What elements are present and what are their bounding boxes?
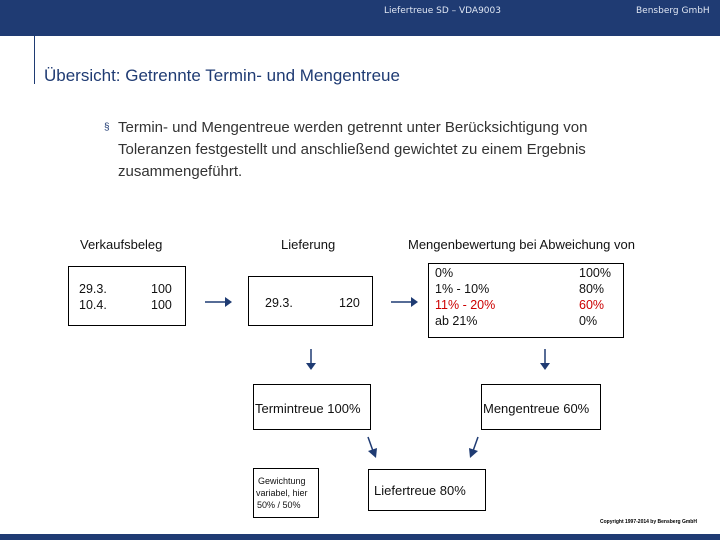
arrow-down-icon: [539, 349, 551, 371]
title-accent-line: [34, 20, 35, 84]
liefertreue-label: Liefertreue 80%: [374, 483, 466, 498]
mengenbewertung-box: [428, 263, 624, 338]
value-4: 0%: [579, 314, 598, 328]
heading-verkaufsbeleg: Verkaufsbeleg: [80, 237, 163, 252]
footer-bar: [0, 534, 720, 540]
verkaufsbeleg-qty-2: 100: [151, 298, 172, 312]
gewichtung-line-1: Gewichtung: [258, 476, 306, 486]
lieferung-date: 29.3.: [265, 296, 293, 310]
verkaufsbeleg-qty-1: 100: [151, 282, 172, 296]
arrow-down-left-icon: [466, 436, 482, 460]
value-1: 100%: [579, 266, 611, 280]
lieferung-qty: 120: [339, 296, 360, 310]
value-3: 60%: [579, 298, 605, 312]
mengentreue-box: [481, 384, 601, 430]
termintreue-label: Termintreue 100%: [255, 401, 361, 416]
mengentreue-label: Mengentreue 60%: [483, 401, 590, 416]
range-3: 11% - 20%: [435, 298, 496, 312]
gewichtung-box: [253, 468, 319, 518]
arrow-down-right-icon: [364, 436, 380, 460]
header-company: Bensberg GmbH: [636, 6, 710, 16]
gewichtung-line-2: variabel, hier: [256, 488, 308, 498]
page-title: Übersicht: Getrennte Termin- und Mengentreue: [44, 66, 400, 85]
header-document-title: Liefertreue SD – VDA9003: [384, 6, 501, 16]
value-2: 80%: [579, 282, 605, 296]
heading-lieferung: Lieferung: [281, 237, 336, 252]
arrow-down-icon: [305, 349, 317, 371]
verkaufsbeleg-date-2: 10.4.: [79, 298, 107, 312]
verkaufsbeleg-box: [68, 266, 186, 326]
liefertreue-box: [368, 469, 486, 511]
copyright: Copyright 1997-2014 by Bensberg GmbH: [600, 519, 697, 525]
gewichtung-line-3: 50% / 50%: [257, 500, 301, 510]
range-1: 0%: [435, 266, 454, 280]
arrow-right-icon: [391, 296, 419, 308]
bullet-text: Termin- und Mengentreue werden getrennt unter Berücksichtigung von Toleranzen festgestellt und anschließend gewichtet zu einem Ergebnis zusammengeführt.: [118, 119, 588, 180]
bullet-icon: §: [104, 122, 110, 133]
termintreue-box: [253, 384, 371, 430]
heading-mengenbewertung: Mengenbewertung bei Abweichung von: [408, 237, 635, 252]
verkaufsbeleg-date-1: 29.3.: [79, 282, 107, 296]
range-2: 1% - 10%: [435, 282, 490, 296]
arrow-right-icon: [205, 296, 233, 308]
range-4: ab 21%: [435, 314, 478, 328]
lieferung-box: [248, 276, 373, 326]
header-bar: [0, 0, 720, 36]
